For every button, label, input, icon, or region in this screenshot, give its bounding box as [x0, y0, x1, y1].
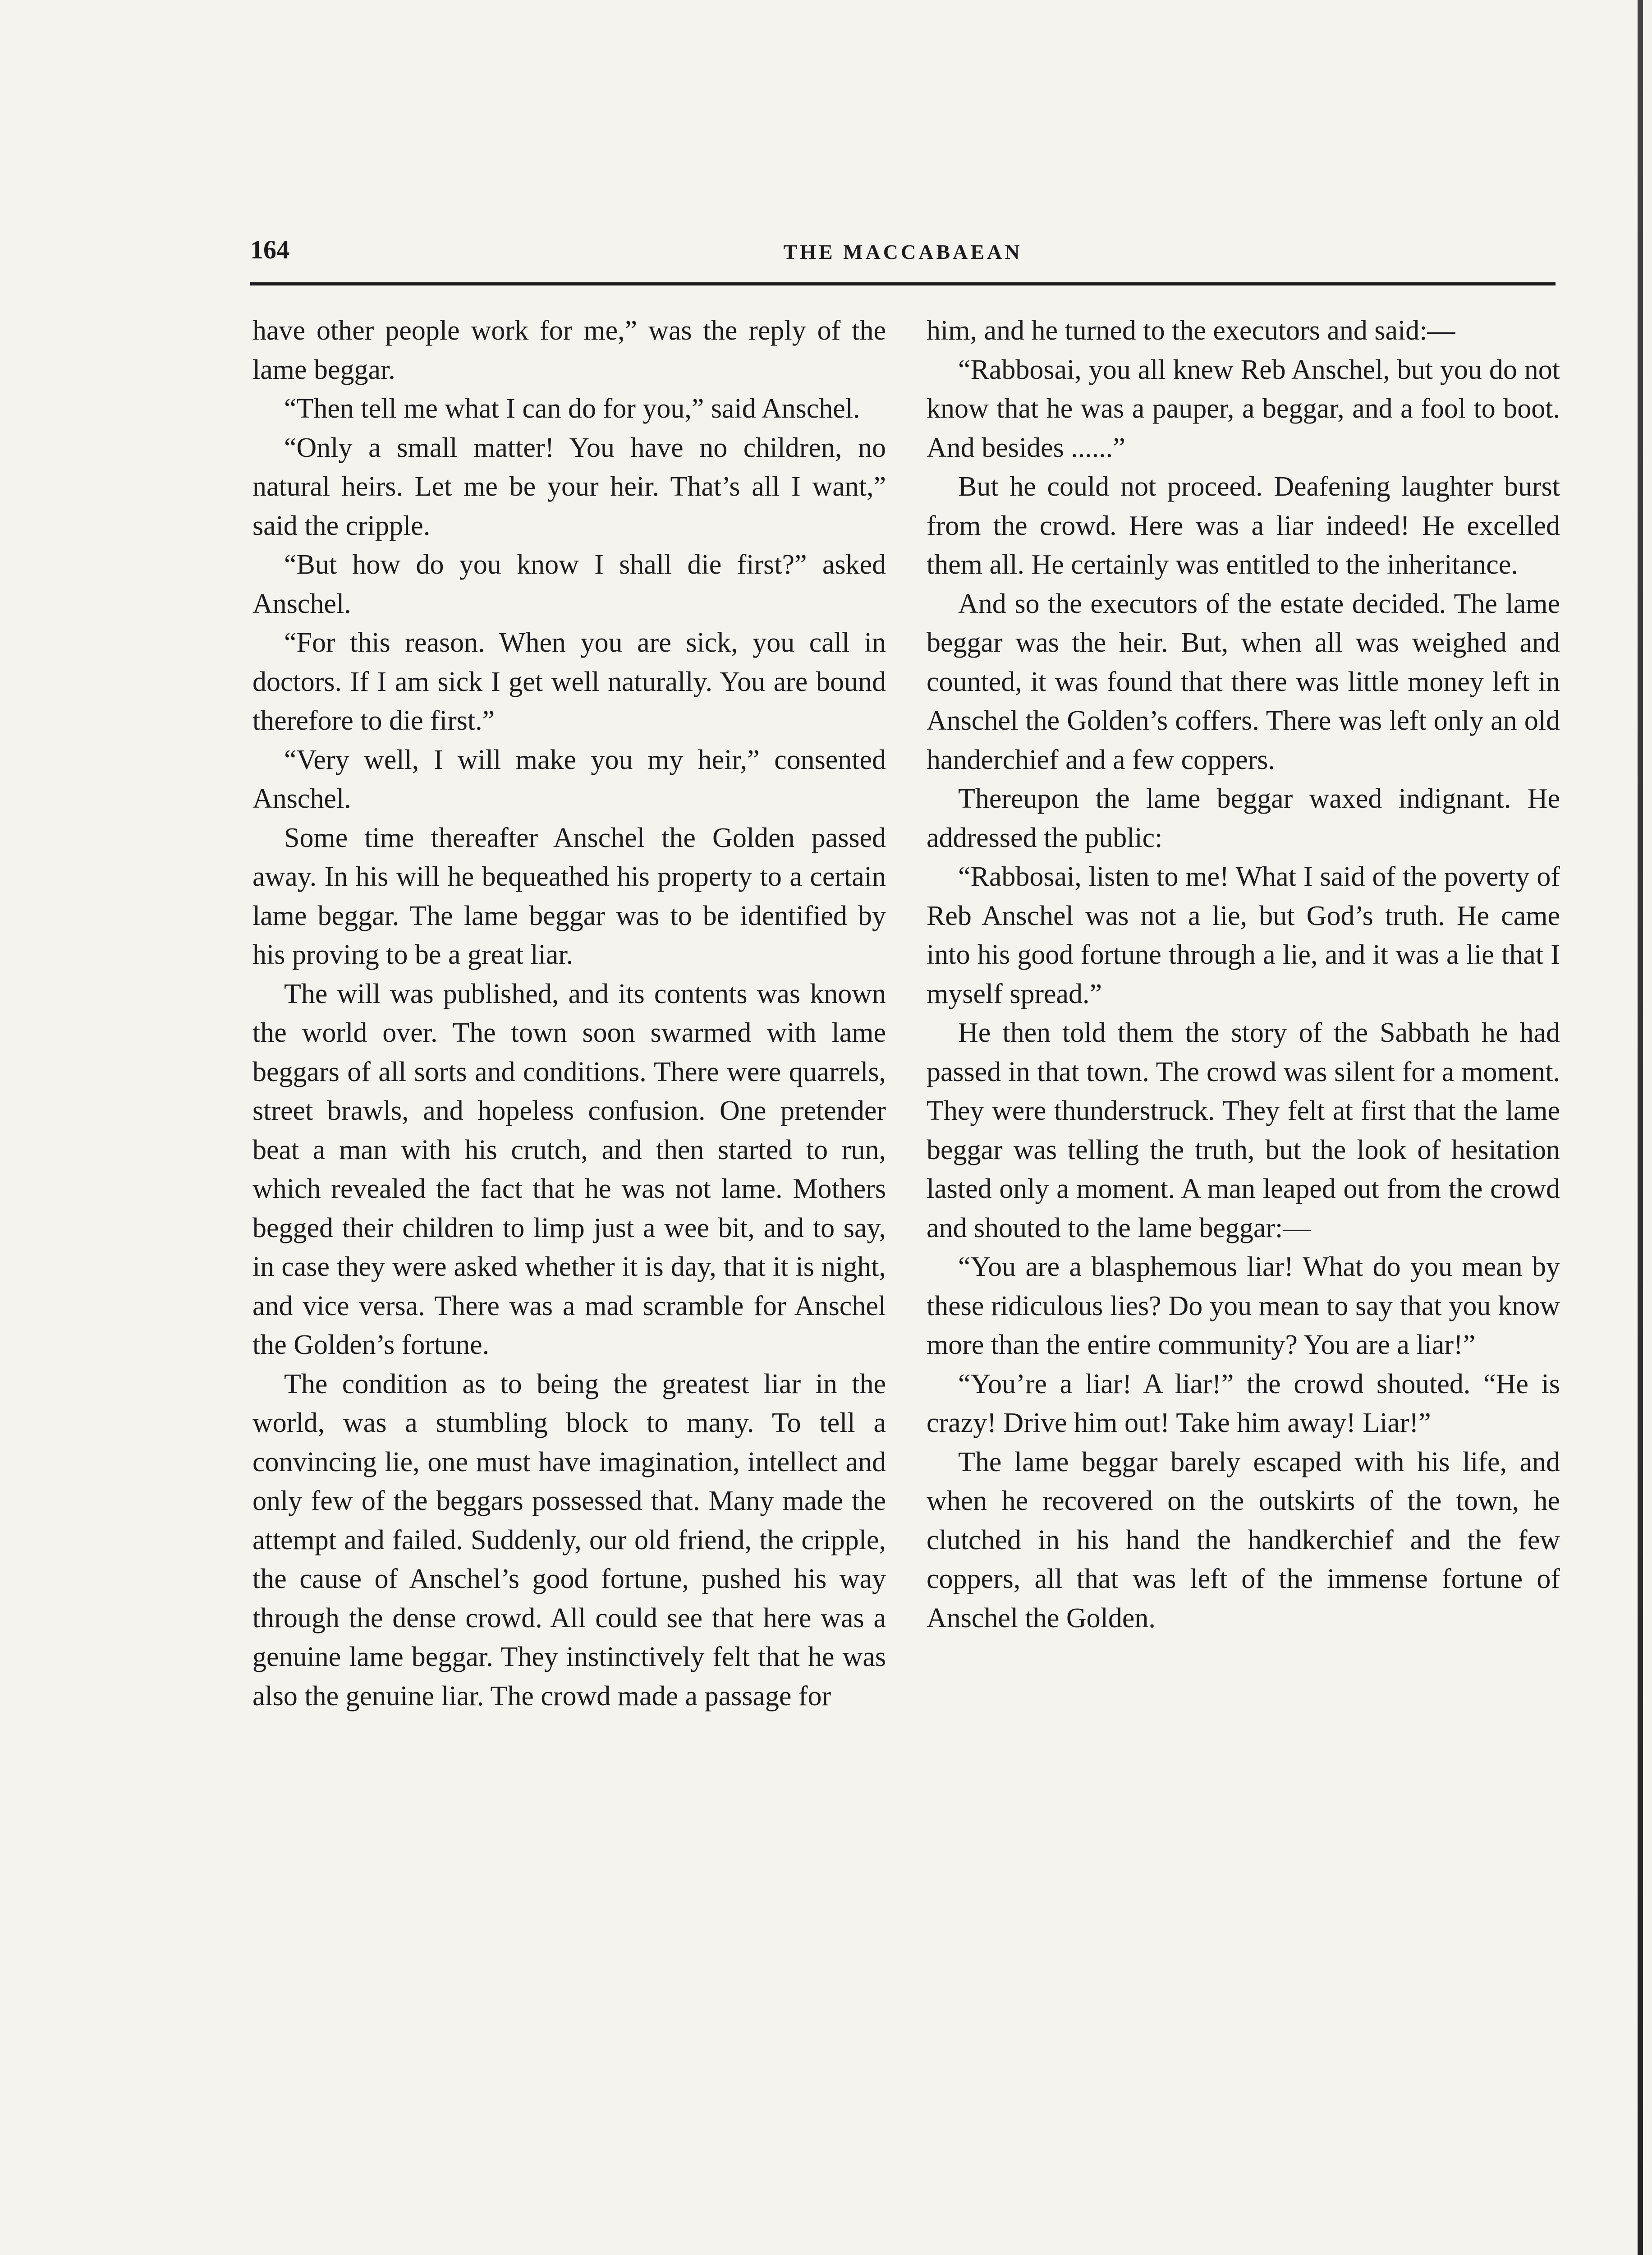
paragraph: “Rabbosai, you all knew Reb Anschel, but you do not know that he was a pauper, a beggar, and a fool to boot. And besides ......”	[927, 354, 1560, 463]
paragraph: “You are a blasphemous liar! What do you mean by these ridiculous lies? Do you mean to say that you know more than the entire community? You are a liar!”	[927, 1252, 1560, 1360]
paragraph: The lame beggar barely escaped with his life, and when he recovered on the outskirts of the town, he clutched in his hand the handkerchief and the few coppers, all that was left of the immense fortune of Anschel the Golden.	[927, 1446, 1560, 1634]
paragraph: Thereupon the lame beggar waxed indignant. He addressed the public:	[927, 783, 1560, 853]
page-header	[250, 235, 1556, 275]
running-title: THE MACCABAEAN	[783, 240, 1023, 263]
paragraph: “Very well, I will make you my heir,” consented Anschel.	[252, 744, 886, 814]
paragraph: “For this reason. When you are sick, you call in doctors. If I am sick I get well naturally. You are bound therefore to die first.”	[252, 627, 886, 736]
right-column	[927, 311, 1560, 1638]
paragraph: “Then tell me what I can do for you,” said Anschel.	[284, 393, 860, 424]
paragraph: And so the executors of the estate decided. The lame beggar was the heir. But, when all was weighed and counted, it was found that there was little money left in Anschel the Golden’s coffers. There was left only an old handerchief and a few coppers.	[927, 588, 1560, 775]
paragraph: have other people work for me,” was the reply of the lame beggar.	[252, 315, 886, 385]
left-column	[252, 311, 886, 1716]
paragraph: him, and he turned to the executors and said:—	[927, 315, 1455, 346]
header-rule	[250, 282, 1556, 285]
paragraph: The will was published, and its contents was known the world over. The town soon swarmed with lame beggars of all sorts and conditions. There were quarrels, street brawls, and hopeless confusion. One pretender beat a man with his crutch, and then started to run, which revealed the fact that he was not lame. Mothers begged their children to limp just a wee bit, and to say, in case they were asked whether it is day, that it is night, and vice versa. There was a mad scramble for Anschel the Golden’s fortune.	[252, 978, 886, 1360]
paragraph: But he could not proceed. Deafening laughter burst from the crowd. Here was a liar indeed! He excelled them all. He certainly was entitled to the inheritance.	[927, 471, 1560, 580]
paragraph: He then told them the story of the Sabbath he had passed in that town. The crowd was silent for a moment. They were thunderstruck. They felt at first that the lame beggar was telling the truth, but the look of hesitation lasted only a moment. A man leaped out from the crowd and shouted to the lame beggar:—	[927, 1017, 1560, 1243]
paragraph: Some time thereafter Anschel the Golden passed away. In his will he bequeathed his property to a certain lame beggar. The lame beggar was to be identified by his proving to be a great liar.	[252, 822, 886, 970]
paragraph: “Only a small matter! You have no children, no natural heirs. Let me be your heir. That’s all I want,” said the cripple.	[252, 432, 886, 541]
page-edge-shadow	[1638, 0, 1643, 2255]
paragraph: “But how do you know I shall die first?” asked Anschel.	[252, 549, 886, 619]
page-number: 164	[250, 235, 289, 264]
paragraph: “Rabbosai, listen to me! What I said of the poverty of Reb Anschel was not a lie, but God’s truth. He came into his good fortune through a lie, and it was a lie that I myself spread.”	[927, 861, 1560, 1009]
paragraph: “You’re a liar! A liar!” the crowd shouted. “He is crazy! Drive him out! Take him away! Liar!”	[927, 1368, 1560, 1438]
paragraph: The condition as to being the greatest liar in the world, was a stumbling block to many. To tell a convincing lie, one must have imagination, intellect and only few of the beggars possessed that. Many made the attempt and failed. Suddenly, our old friend, the cripple, the cause of Anschel’s good fortune, pushed his way through the dense crowd. All could see that here was a genuine lame beggar. They instinctively felt that he was also the genuine liar. The crowd made a passage for	[252, 1368, 886, 1712]
